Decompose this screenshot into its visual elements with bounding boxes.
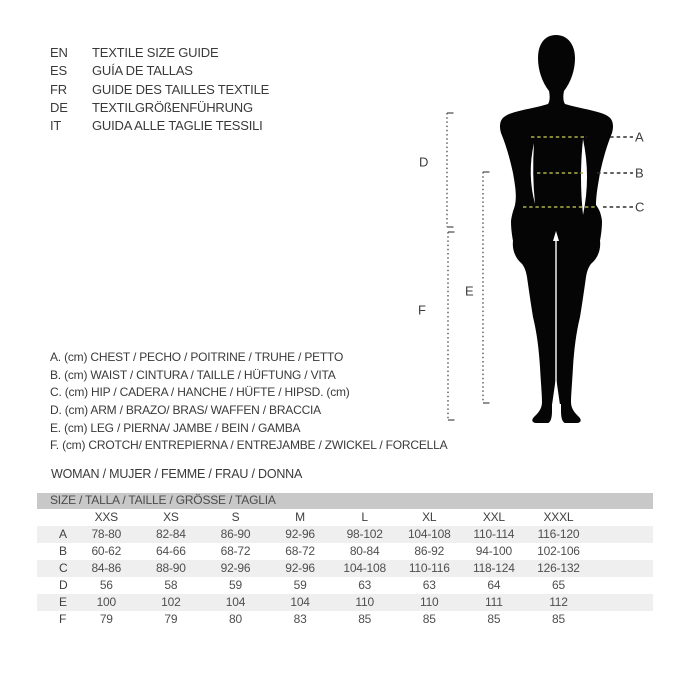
size-value-cell: 102 <box>161 594 181 609</box>
size-value-cell: 92-96 <box>220 560 251 575</box>
language-title: GUÍA DE TALLAS <box>92 63 193 79</box>
row-label: A <box>59 526 67 541</box>
arm-length-line <box>447 113 454 227</box>
size-value-cell: 110-116 <box>408 560 450 575</box>
row-label: E <box>59 594 67 609</box>
size-value-cell: 88-90 <box>156 560 186 575</box>
size-value-cell: 84-86 <box>91 560 122 575</box>
language-title: TEXTILE SIZE GUIDE <box>92 45 219 60</box>
size-column-header: S <box>231 509 240 524</box>
crotch-label: F <box>418 302 426 318</box>
size-column-header: XXXL <box>543 509 574 524</box>
leg-label: E <box>465 283 474 299</box>
size-column-header: XXS <box>94 509 118 524</box>
chest-label: A <box>635 129 644 145</box>
size-value-cell: 94-100 <box>475 543 512 558</box>
row-label: D <box>59 577 68 592</box>
size-value-cell: 98-102 <box>346 526 383 541</box>
size-value-cell: 60-62 <box>91 543 122 558</box>
size-value-cell: 82-84 <box>156 526 186 541</box>
language-row <box>50 117 269 135</box>
row-label: C <box>59 560 68 575</box>
size-value-cell: 78-80 <box>91 526 122 541</box>
size-value-cell: 85 <box>551 611 565 626</box>
size-column-header: XS <box>163 509 179 524</box>
language-row <box>50 44 269 62</box>
size-column-header: M <box>295 509 305 524</box>
row-label: B <box>59 543 67 558</box>
size-value-cell: 59 <box>229 577 242 592</box>
legend-row: E. (cm) LEG / PIERNA/ JAMBE / BEIN / GAMBA <box>50 420 301 435</box>
size-value-cell: 110 <box>355 594 374 609</box>
size-value-cell: 116-120 <box>537 526 580 541</box>
size-column-header: XXL <box>482 509 505 524</box>
size-value-cell: 83 <box>293 611 307 626</box>
language-row <box>50 99 269 117</box>
language-code: DE <box>50 99 68 115</box>
language-title: TEXTILGRÖßENFÜHRUNG <box>92 99 253 115</box>
row-label: F <box>59 611 67 626</box>
size-value-cell: 104-108 <box>407 526 451 541</box>
language-row <box>50 81 269 99</box>
table-row <box>37 543 653 560</box>
size-value-cell: 112 <box>549 594 568 609</box>
size-value-cell: 102-106 <box>537 543 580 558</box>
waist-label: B <box>635 165 644 181</box>
size-value-cell: 79 <box>99 611 113 626</box>
language-title: GUIDA ALLE TAGLIE TESSILI <box>92 118 263 134</box>
size-value-cell: 104 <box>225 594 246 609</box>
size-value-cell: 63 <box>358 577 372 592</box>
table-row <box>37 594 653 611</box>
size-value-cell: 85 <box>487 611 501 626</box>
size-value-cell: 68-72 <box>220 543 251 558</box>
language-code: FR <box>50 81 67 97</box>
size-value-cell: 86-90 <box>220 526 251 541</box>
size-value-cell: 110-114 <box>473 526 515 541</box>
language-code: EN <box>50 45 68 60</box>
size-value-cell: 85 <box>422 611 436 626</box>
size-value-cell: 68-72 <box>285 543 315 558</box>
leg-length-line <box>483 172 490 403</box>
arm-label: D <box>419 154 429 170</box>
table-row <box>37 577 653 594</box>
size-value-cell: 80 <box>229 611 242 626</box>
size-value-cell: 58 <box>164 577 178 592</box>
size-value-cell: 79 <box>164 611 178 626</box>
table-row <box>37 611 653 628</box>
size-value-cell: 118-124 <box>472 560 515 575</box>
size-table <box>37 493 653 628</box>
size-value-cell: 80-84 <box>349 543 380 558</box>
size-value-cell: 56 <box>99 577 113 592</box>
size-value-cell: 104-108 <box>343 560 386 575</box>
language-code: IT <box>50 118 62 134</box>
size-value-cell: 100 <box>96 594 116 609</box>
size-value-cell: 59 <box>293 577 307 592</box>
size-value-cell: 104 <box>290 594 310 609</box>
legend-row: C. (cm) HIP / CADERA / HANCHE / HÜFTE / HIPSD. (cm) <box>50 385 350 400</box>
hip-label: C <box>635 199 645 215</box>
size-value-cell: 86-92 <box>414 543 445 558</box>
legend-row: F. (cm) CROTCH/ ENTREPIERNA / ENTREJAMBE / ZWICKEL / FORCELLA <box>50 438 448 453</box>
audience-heading: WOMAN / MUJER / FEMME / FRAU / DONNA <box>51 467 303 481</box>
size-value-cell: 64 <box>487 577 501 592</box>
size-value-cell: 126-132 <box>537 560 580 575</box>
legend-row: D. (cm) ARM / BRAZO/ BRAS/ WAFFEN / BRACCIA <box>50 403 321 418</box>
language-row <box>50 62 269 80</box>
size-value-cell: 85 <box>358 611 372 626</box>
header-spacer <box>37 509 74 526</box>
size-value-cell: 65 <box>551 577 565 592</box>
size-table-title: SIZE / TALLA / TAILLE / GRÖSSE / TAGLIA <box>37 493 653 509</box>
size-value-cell: 64-66 <box>156 543 186 558</box>
legend-row: B. (cm) WAIST / CINTURA / TAILLE / HÜFTUNG / VITA <box>50 367 336 382</box>
size-table-header-row <box>37 509 653 526</box>
language-title: GUIDE DES TAILLES TEXTILE <box>92 81 270 97</box>
size-value-cell: 92-96 <box>285 526 315 541</box>
table-row <box>37 560 653 577</box>
size-value-cell: 92-96 <box>285 560 315 575</box>
size-value-cell: 111 <box>485 594 503 609</box>
language-list <box>50 44 269 135</box>
size-value-cell: 110 <box>420 594 439 609</box>
table-row <box>37 526 653 543</box>
language-code: ES <box>50 63 67 79</box>
size-column-header: XL <box>422 509 437 524</box>
legend-row: A. (cm) CHEST / PECHO / POITRINE / TRUHE / PETTO <box>50 350 344 364</box>
size-value-cell: 63 <box>422 577 436 592</box>
size-column-header: L <box>361 509 368 524</box>
size-table-body <box>37 526 653 628</box>
crotch-height-line <box>448 232 455 420</box>
measurement-legend <box>50 349 447 455</box>
